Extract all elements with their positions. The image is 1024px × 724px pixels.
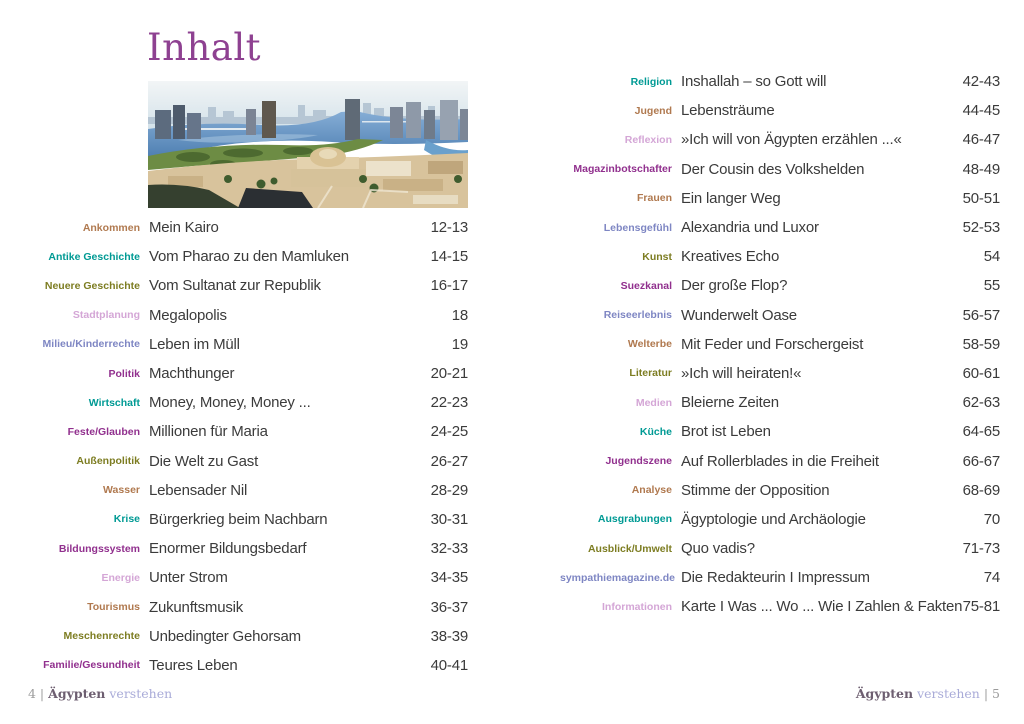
footer-page-number: | 5	[983, 686, 1000, 701]
footer-brand-suffix: verstehen	[109, 686, 173, 701]
toc-category-label: Ankommen	[82, 221, 140, 234]
toc-row[interactable]	[28, 651, 468, 680]
toc-category-label: Kunst	[642, 250, 672, 263]
toc-page-numbers: 48-49	[962, 160, 1000, 178]
toc-entry-title: Lebensader Nil	[149, 481, 248, 499]
toc-row[interactable]	[28, 213, 468, 242]
toc-row[interactable]	[560, 563, 1000, 592]
cairo-photo-illustration	[148, 81, 468, 208]
toc-entry-title: Karte I Was ... Wo ... Wie I Zahlen & Fakten	[681, 598, 963, 616]
toc-entry-title: Die Redakteurin I Impressum	[681, 569, 870, 587]
toc-category-label: Milieu/Kinderrechte	[42, 338, 140, 351]
toc-row[interactable]	[28, 417, 468, 446]
toc-entry-title: Lebensträume	[681, 102, 775, 120]
toc-entry-title: Auf Rollerblades in die Freiheit	[681, 452, 879, 470]
toc-row[interactable]	[560, 213, 1000, 242]
toc-category-label: Meschenrechte	[63, 630, 140, 643]
toc-page-numbers: 34-35	[430, 569, 468, 587]
toc-page-numbers: 38-39	[430, 627, 468, 645]
toc-page-numbers: 42-43	[962, 73, 1000, 91]
toc-category-label: Neuere Geschichte	[44, 279, 140, 292]
toc-page-numbers: 20-21	[430, 365, 468, 383]
toc-page-numbers: 24-25	[430, 423, 468, 441]
toc-page-numbers: 16-17	[430, 277, 468, 295]
toc-row[interactable]	[28, 330, 468, 359]
toc-row[interactable]	[560, 534, 1000, 563]
toc-row[interactable]	[28, 388, 468, 417]
toc-row[interactable]	[560, 592, 1000, 621]
toc-page-numbers: 32-33	[430, 540, 468, 558]
footer-right	[560, 686, 1000, 701]
toc-category-label: Magazinbotschafter	[573, 163, 672, 176]
toc-page-numbers: 64-65	[962, 423, 1000, 441]
toc-category-label: Reflexion	[624, 133, 672, 146]
toc-category-label: Religion	[630, 75, 672, 88]
toc-page-numbers: 70	[983, 510, 1000, 528]
page-title: Inhalt	[147, 26, 262, 69]
toc-entry-title: Die Welt zu Gast	[149, 452, 259, 470]
toc-row[interactable]	[28, 622, 468, 651]
toc-row[interactable]	[28, 505, 468, 534]
toc-entry-title: »Ich will heiraten!«	[681, 364, 802, 382]
toc-row[interactable]	[560, 301, 1000, 330]
toc-page-numbers: 19	[451, 335, 468, 353]
toc-category-label: Jugend	[634, 104, 672, 117]
toc-page-numbers: 66-67	[962, 452, 1000, 470]
toc-entry-title: Stimme der Opposition	[681, 481, 830, 499]
toc-category-label: Feste/Glauben	[67, 425, 140, 438]
toc-entry-title: Der große Flop?	[681, 277, 788, 295]
toc-row[interactable]	[560, 271, 1000, 300]
footer-brand: Ägypten	[48, 686, 106, 701]
toc-entry-title: Megalopolis	[149, 306, 227, 324]
toc-row[interactable]	[560, 155, 1000, 184]
toc-category-label: Welterbe	[627, 338, 672, 351]
toc-row[interactable]	[28, 476, 468, 505]
toc-entry-title: Machthunger	[149, 365, 235, 383]
toc-page-numbers: 36-37	[430, 598, 468, 616]
toc-entry-title: Zukunftsmusik	[149, 598, 244, 616]
toc-page-numbers: 46-47	[962, 131, 1000, 149]
toc-column-right	[560, 67, 1000, 622]
toc-page-numbers: 18	[451, 306, 468, 324]
toc-entry-title: Teures Leben	[149, 656, 238, 674]
toc-category-label: Familie/Gesundheit	[43, 659, 140, 672]
toc-page-numbers: 14-15	[430, 248, 468, 266]
toc-row[interactable]	[560, 184, 1000, 213]
toc-category-label: Stadtplanung	[72, 309, 140, 322]
toc-column-left	[28, 213, 468, 680]
toc-category-label: Politik	[108, 367, 140, 380]
toc-row[interactable]	[560, 96, 1000, 125]
toc-page-numbers: 22-23	[430, 394, 468, 412]
cairo-nile-aerial-photo	[148, 81, 468, 208]
footer-brand-suffix: verstehen	[917, 686, 980, 701]
toc-entry-title: Enormer Bildungsbedarf	[149, 540, 307, 558]
toc-page-numbers: 74	[983, 569, 1000, 587]
toc-page-numbers: 55	[983, 277, 1000, 295]
toc-category-label: Analyse	[631, 484, 672, 497]
toc-row[interactable]	[560, 446, 1000, 475]
toc-row[interactable]	[28, 359, 468, 388]
toc-page-numbers: 62-63	[962, 394, 1000, 412]
toc-entry-title: Unbedingter Gehorsam	[149, 627, 301, 645]
toc-entry-title: »Ich will von Ägypten erzählen ...«	[681, 131, 902, 149]
toc-entry-title: Bleierne Zeiten	[681, 394, 779, 412]
toc-category-label: Wasser	[103, 484, 140, 497]
toc-row[interactable]	[28, 563, 468, 592]
toc-entry-title: Mit Feder und Forschergeist	[681, 335, 864, 353]
toc-entry-title: Bürgerkrieg beim Nachbarn	[149, 510, 328, 528]
toc-row[interactable]	[28, 301, 468, 330]
toc-row[interactable]	[28, 447, 468, 476]
toc-row[interactable]	[28, 242, 468, 271]
toc-entry-title: Money, Money, Money ...	[149, 394, 311, 412]
toc-category-label: Ausgrabungen	[597, 513, 672, 526]
toc-entry-title: Vom Sultanat zur Republik	[149, 277, 321, 295]
toc-page-numbers: 54	[983, 248, 1000, 266]
toc-entry-title: Vom Pharao zu den Mamluken	[149, 248, 349, 266]
toc-row[interactable]	[560, 476, 1000, 505]
toc-row[interactable]	[560, 67, 1000, 96]
toc-entry-title: Millionen für Maria	[149, 423, 268, 441]
toc-row[interactable]	[560, 388, 1000, 417]
footer-page-number: 4 |	[28, 686, 45, 701]
toc-entry-title: Ägyptologie und Archäologie	[681, 510, 866, 528]
toc-row[interactable]	[28, 271, 468, 300]
footer-brand: Ägypten	[855, 686, 914, 701]
toc-page-numbers: 58-59	[962, 335, 1000, 353]
toc-row[interactable]	[28, 534, 468, 563]
toc-page-numbers: 75-81	[962, 598, 1000, 616]
toc-entry-title: Der Cousin des Volkshelden	[681, 160, 865, 178]
toc-page-numbers: 44-45	[962, 102, 1000, 120]
toc-category-label: Frauen	[636, 192, 672, 205]
toc-page-numbers: 28-29	[430, 481, 468, 499]
toc-entry-title: Brot ist Leben	[681, 423, 771, 441]
toc-entry-title: Mein Kairo	[149, 219, 219, 237]
toc-entry-title: Ein langer Weg	[681, 189, 781, 207]
toc-category-label: Antike Geschichte	[48, 250, 140, 263]
toc-row[interactable]	[560, 330, 1000, 359]
toc-category-label: Medien	[635, 396, 672, 409]
toc-category-label: Energie	[101, 571, 140, 584]
toc-category-label: Informationen	[602, 600, 672, 613]
toc-category-label: Reiseerlebnis	[603, 309, 672, 322]
toc-entry-title: Leben im Müll	[149, 335, 240, 353]
toc-page-numbers: 40-41	[430, 656, 468, 674]
toc-page-numbers: 26-27	[430, 452, 468, 470]
toc-category-label: Tourismus	[87, 601, 140, 614]
footer-left	[28, 686, 172, 701]
toc-category-label: Suezkanal	[620, 279, 672, 292]
toc-category-label: Bildungssystem	[58, 542, 140, 555]
toc-row[interactable]	[560, 242, 1000, 271]
toc-row[interactable]	[560, 359, 1000, 388]
toc-category-label: Lebensgefühl	[603, 221, 672, 234]
toc-page-numbers: 71-73	[962, 540, 1000, 558]
toc-page-numbers: 68-69	[962, 481, 1000, 499]
toc-page-numbers: 52-53	[962, 219, 1000, 237]
toc-page-numbers: 30-31	[430, 510, 468, 528]
toc-entry-title: Quo vadis?	[681, 540, 755, 558]
toc-row[interactable]	[560, 417, 1000, 446]
toc-category-label: Außenpolitik	[76, 455, 140, 468]
toc-row[interactable]	[560, 505, 1000, 534]
toc-page-numbers: 56-57	[962, 306, 1000, 324]
toc-page-numbers: 50-51	[962, 189, 1000, 207]
toc-category-label: Jugendszene	[605, 455, 672, 468]
toc-page-numbers: 60-61	[962, 364, 1000, 382]
toc-page-numbers: 12-13	[430, 219, 468, 237]
toc-category-label: Literatur	[629, 367, 672, 380]
toc-row[interactable]	[28, 592, 468, 621]
toc-row[interactable]	[560, 125, 1000, 154]
toc-category-label: sympathiemagazine.de	[560, 571, 675, 584]
toc-category-label: Ausblick/Umwelt	[587, 542, 672, 555]
toc-entry-title: Wunderwelt Oase	[681, 306, 797, 324]
toc-entry-title: Alexandria und Luxor	[681, 219, 819, 237]
toc-category-label: Wirtschaft	[88, 396, 140, 409]
toc-category-label: Küche	[639, 425, 672, 438]
toc-entry-title: Kreatives Echo	[681, 248, 780, 266]
toc-entry-title: Inshallah – so Gott will	[681, 73, 827, 91]
toc-entry-title: Unter Strom	[149, 569, 228, 587]
toc-category-label: Krise	[113, 513, 140, 526]
